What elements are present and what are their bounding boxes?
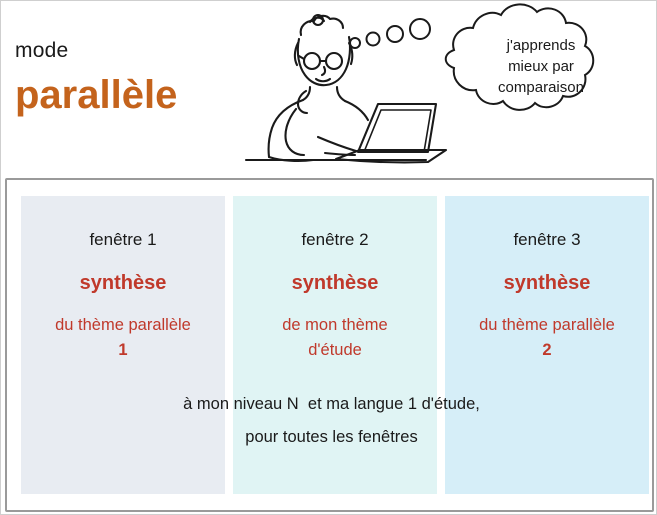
diagram-box bbox=[5, 178, 654, 512]
thought-line-2: mieux par bbox=[508, 58, 574, 75]
diagram-footer bbox=[7, 388, 656, 454]
column-3-description bbox=[445, 313, 649, 363]
column-2-description bbox=[233, 313, 437, 363]
footer-line-1: à mon niveau N et ma langue 1 d'étude, bbox=[183, 395, 480, 413]
thought-line-1: j'apprends bbox=[506, 37, 576, 54]
columns-container bbox=[7, 180, 652, 510]
column-3-desc-line-2: 2 bbox=[542, 341, 552, 359]
column-3-synthesis: synthèse bbox=[503, 272, 591, 294]
footer-line-2: pour toutes les fenêtres bbox=[245, 428, 418, 446]
thought-line-3: comparaison bbox=[498, 79, 584, 96]
column-2-synthesis: synthèse bbox=[291, 272, 379, 294]
column-1-description bbox=[21, 313, 225, 363]
column-1-synthesis: synthèse bbox=[79, 272, 167, 294]
column-3-label: fenêtre 3 bbox=[513, 230, 581, 249]
column-1-desc-line-1: du thème parallèle bbox=[55, 316, 191, 334]
column-2-label: fenêtre 2 bbox=[301, 230, 369, 249]
column-2-desc-line-1: de mon thème bbox=[282, 316, 388, 334]
column-1-label: fenêtre 1 bbox=[89, 230, 157, 249]
header-area bbox=[1, 1, 657, 177]
thought-bubble bbox=[341, 3, 641, 148]
mode-title: parallèle bbox=[15, 73, 178, 117]
column-1-desc-line-2: 1 bbox=[118, 341, 128, 359]
thought-bubble-text bbox=[461, 35, 621, 98]
mode-label: mode bbox=[15, 39, 69, 62]
column-2-desc-line-2: d'étude bbox=[308, 341, 362, 359]
column-3-desc-line-1: du thème parallèle bbox=[479, 316, 615, 334]
